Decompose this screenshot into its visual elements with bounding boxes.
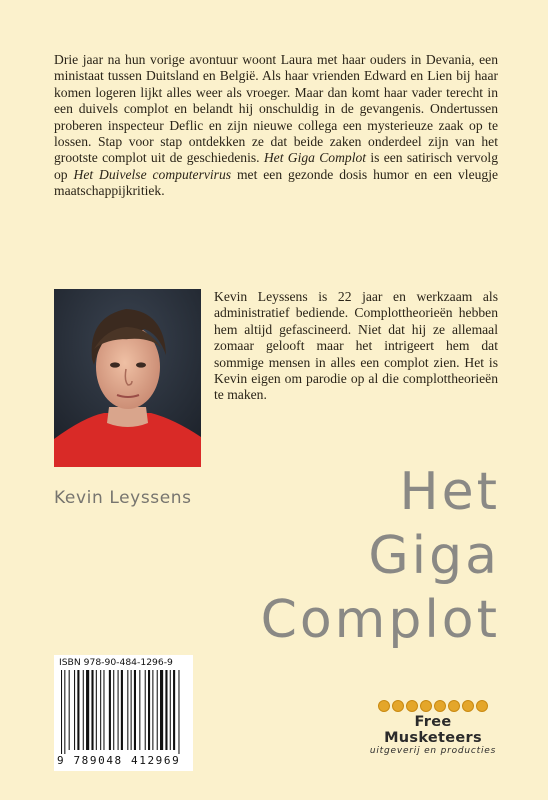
blurb-text-part2: is een satirisch vervolg op bbox=[54, 150, 498, 182]
author-name: Kevin Leyssens bbox=[54, 488, 192, 508]
ean-digits: 9 789048 412969 bbox=[57, 754, 181, 767]
book-title-line-3: Complot bbox=[260, 590, 500, 650]
publisher-emblem-icon bbox=[448, 700, 460, 712]
isbn-label: ISBN 978-90-484-1296-9 bbox=[59, 657, 173, 668]
publisher-name: Free Musketeers bbox=[384, 714, 482, 746]
author-portrait-illustration bbox=[54, 289, 201, 467]
publisher-emblem-icon bbox=[462, 700, 474, 712]
blurb-text-part1: Drie jaar na hun vorige avontuur woont Laura met haar ouders in Devania, een ministaat tussen Duitsland en België. Als haar vrienden Edward en Lien bij haar komen logeren lijkt alles weer als vroeger. Maar dan komt haar vader terecht in een duivels complot en belandt hij onschuldig in de gevangenis. Ondertussen proberen inspecteur Deflic en zijn nieuwe collega een mysterieuze zaak op te lossen. Stap voor stap ontdekken ze dat beide zaken onderdeel zijn van het grootste complot uit de geschiedenis. bbox=[54, 52, 498, 166]
publisher-tagline: uitgeverij en producties bbox=[369, 746, 497, 756]
back-cover-blurb bbox=[54, 52, 498, 200]
publisher-emblem-icon bbox=[420, 700, 432, 712]
publisher-emblem-icon bbox=[392, 700, 404, 712]
blurb-previous-book-title: Het Duivelse computervirus bbox=[73, 166, 232, 182]
publisher-emblem-icon bbox=[476, 700, 488, 712]
author-bio: Kevin Leyssens is 22 jaar en werkzaam als administratief bediende. Complottheorieën hebben hem altijd gefascineerd. Niet dat hij ze allemaal zomaar gelooft maar het intrigeert hem dat sommige mensen in alles een complot zien. Het is Kevin eigen om parodie op al die complottheorieën te maken. bbox=[214, 289, 498, 403]
publisher-icons-row bbox=[368, 700, 498, 712]
blurb-book-title: Het Giga Complot bbox=[263, 150, 367, 166]
book-title-line-2: Giga bbox=[368, 526, 500, 586]
book-title-line-1: Het bbox=[399, 462, 500, 522]
publisher-emblem-icon bbox=[434, 700, 446, 712]
publisher-emblem-icon bbox=[378, 700, 390, 712]
publisher-emblem-icon bbox=[406, 700, 418, 712]
isbn-barcode bbox=[54, 655, 193, 771]
author-photo bbox=[54, 289, 201, 467]
blurb-text-part3: met een gezonde dosis humor en een vleugje maatschappijkritiek. bbox=[54, 166, 499, 199]
barcode-bars-icon bbox=[59, 670, 189, 754]
publisher-logo bbox=[368, 700, 498, 770]
